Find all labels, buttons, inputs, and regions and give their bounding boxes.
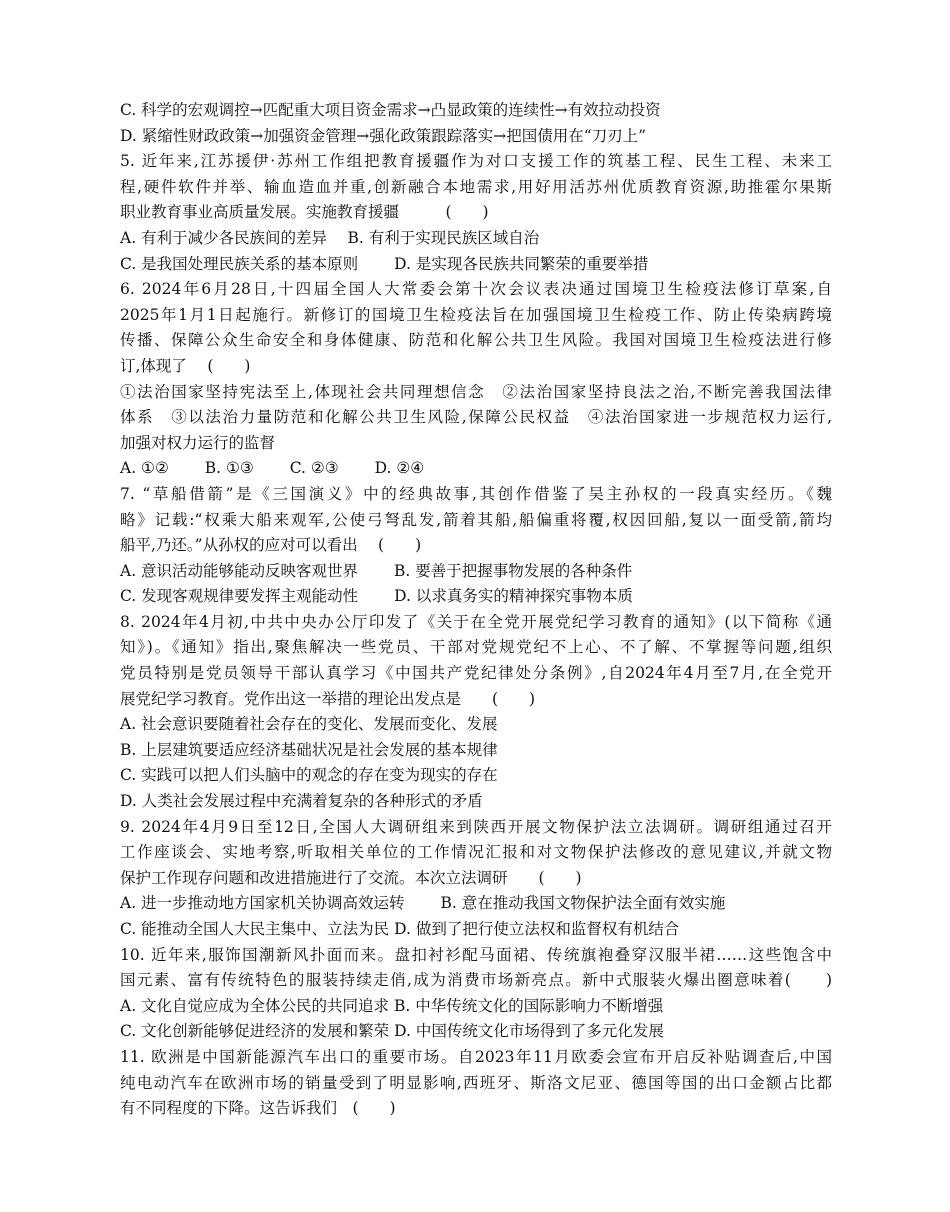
text-line: 9. 2024年4月9日至12日,全国人大调研组来到陕西开展文物保护法立法调研。调研组通过召开 bbox=[120, 817, 832, 836]
text-line: 11. 欧洲是中国新能源汽车出口的重要市场。自2023年11月欧委会宣布开启反补贴调查后,中国 bbox=[120, 1047, 832, 1066]
text-line: 6. 2024年6月28日,十四届全国人大常委会第十次会议表决通过国境卫生检疫法修订草案,自 bbox=[120, 280, 832, 299]
text-line: A. 有利于减少各民族间的差异 B. 有利于实现民族区域自治 bbox=[120, 228, 540, 247]
text-line: 2025年1月1日起施行。新修订的国境卫生检疫法旨在加强国境卫生检疫工作、防止传染病跨境 bbox=[120, 305, 832, 324]
text-line: 纯电动汽车在欧洲市场的销量受到了明显影响,西班牙、斯洛文尼亚、德国等国的出口金额占比都 bbox=[120, 1073, 832, 1092]
text-line: 党员特别是党员领导干部认真学习《中国共产党纪律处分条例》,自2024年4月至7月,在全党开 bbox=[120, 664, 832, 683]
text-line: A. 进一步推动地方国家机关协调高效运转 B. 意在推动我国文物保护法全面有效实施 bbox=[120, 894, 726, 913]
text-line: C. 发现客观规律要发挥主观能动性 D. 以求真务实的精神探究事物本质 bbox=[120, 587, 633, 606]
text-line: C. 是我国处理民族关系的基本原则 D. 是实现各民族共同繁荣的重要举措 bbox=[120, 254, 649, 273]
text-line: 工作座谈会、实地考察,听取相关单位的工作情况汇报和对文物保护法修改的意见建议,并就文物 bbox=[120, 843, 832, 862]
text-line: D. 人类社会发展过程中充满着复杂的各种形式的矛盾 bbox=[120, 792, 483, 811]
text-line: 加强对权力运行的监督 bbox=[120, 433, 276, 452]
text-line: 订,体现了 ( ) bbox=[120, 356, 251, 375]
text-line: 展党纪学习教育。党作出这一举措的理论出发点是 ( ) bbox=[120, 689, 536, 708]
text-line: 传播、保障公众生命安全和身体健康、防范和化解公共卫生风险。我国对国境卫生检疫法进行修 bbox=[120, 331, 832, 350]
text-line: A. 文化自觉应成为全体公民的共同追求 B. 中华传统文化的国际影响力不断增强 bbox=[120, 996, 664, 1015]
text-line: B. 上层建筑要适应经济基础状况是社会发展的基本规律 bbox=[120, 740, 498, 759]
text-line: C. 能推动全国人大民主集中、立法为民 D. 做到了把行使立法权和监督权有机结合 bbox=[120, 920, 680, 938]
text-line: 有不同程度的下降。这告诉我们 ( ) bbox=[120, 1099, 396, 1118]
text-line: C. 科学的宏观调控→匹配重大项目资金需求→凸显政策的连续性→有效拉动投资 bbox=[120, 101, 661, 119]
question-text-block bbox=[120, 98, 832, 1122]
text-line: 职业教育事业高质量发展。实施教育援疆 ( ) bbox=[120, 203, 489, 222]
text-line: 保护工作现存问题和改进措施进行了交流。本次立法调研 ( ) bbox=[120, 868, 582, 887]
text-line: 略》记载:“权乘大船来观军,公使弓弩乱发,箭着其船,船偏重将覆,权因回船,复以一面受箭,箭均 bbox=[120, 510, 832, 529]
text-line: C. 实践可以把人们头脑中的观念的存在变为现实的存在 bbox=[120, 766, 498, 785]
text-line: 体系 ③以法治力量防范和化解公共卫生风险,保障公民权益 ④法治国家进一步规范权力运行, bbox=[120, 408, 832, 427]
text-line: 程,硬件软件并举、输血造血并重,创新融合本地需求,用好用活苏州优质教育资源,助推霍尔果斯 bbox=[120, 177, 832, 196]
text-line: D. 紧缩性财政政策→加强资金管理→强化政策跟踪落实→把国债用在“刀刃上” bbox=[120, 126, 647, 145]
text-line: A. 社会意识要随着社会存在的变化、发展而变化、发展 bbox=[120, 715, 498, 734]
text-line: 8. 2024年4月初,中共中央办公厅印发了《关于在全党开展党纪学习教育的通知》(以下简称《通 bbox=[120, 612, 832, 631]
text-line: 国元素、富有传统特色的服装持续走俏,成为消费市场新亮点。新中式服装火爆出圈意味着( ) bbox=[120, 971, 832, 990]
text-line: A. ①② B. ①③ C. ②③ D. ②④ bbox=[120, 459, 425, 478]
text-line: 10. 近年来,服饰国潮新风扑面而来。盘扣衬衫配马面裙、传统旗袍叠穿汉服半裙……这些饱含中 bbox=[120, 945, 832, 964]
text-line: 5. 近年来,江苏援伊·苏州工作组把教育援疆作为对口支援工作的筑基工程、民生工程、未来工 bbox=[120, 152, 832, 171]
text-line: C. 文化创新能够促进经济的发展和繁荣 D. 中国传统文化市场得到了多元化发展 bbox=[120, 1022, 664, 1041]
text-line: ①法治国家坚持宪法至上,体现社会共同理想信念 ②法治国家坚持良法之治,不断完善我国法律 bbox=[120, 382, 832, 401]
text-line: 船平,乃还。”从孙权的应对可以看出 ( ) bbox=[120, 536, 422, 555]
text-line: A. 意识活动能够能动反映客观世界 B. 要善于把握事物发展的各种条件 bbox=[120, 561, 633, 580]
text-line: 知》)。《通知》指出,聚焦解决一些党员、干部对党规党纪不上心、不了解、不掌握等问题,组织 bbox=[120, 638, 832, 657]
text-line: 7. “草船借箭”是《三国演义》中的经典故事,其创作借鉴了吴主孙权的一段真实经历。《魏 bbox=[120, 484, 832, 503]
